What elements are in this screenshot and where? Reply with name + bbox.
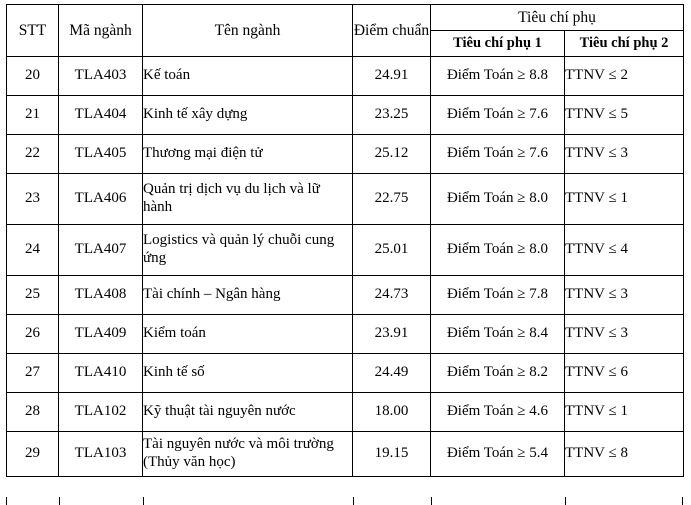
cell-ma-nganh: TLA409 <box>59 314 143 353</box>
column-header-tieu-chi-phu-1: Tiêu chí phụ 1 <box>431 31 565 56</box>
cell-ten-nganh: Kiểm toán <box>143 314 353 353</box>
cell-stt: 28 <box>7 392 59 431</box>
table-row <box>7 224 684 275</box>
cell-tieu-chi-phu-1: Điểm Toán ≥ 5.4 <box>431 431 565 476</box>
cell-diem-chuan: 24.91 <box>353 56 431 95</box>
cell-ten-nganh: Quản trị dịch vụ du lịch và lữ hành <box>143 173 353 224</box>
cell-tieu-chi-phu-2: TTNV ≤ 6 <box>565 353 684 392</box>
cell-ten-nganh: Logistics và quản lý chuỗi cung ứng <box>143 224 353 275</box>
table-row <box>7 95 684 134</box>
column-header-ma-nganh: Mã ngành <box>59 5 143 57</box>
table-row <box>7 56 684 95</box>
cell-tieu-chi-phu-2: TTNV ≤ 5 <box>565 95 684 134</box>
cell-stt: 29 <box>7 431 59 476</box>
table-row <box>7 431 684 476</box>
table-continuation-stub <box>6 497 683 505</box>
cell-diem-chuan: 25.12 <box>353 134 431 173</box>
cell-stt: 27 <box>7 353 59 392</box>
cell-stt: 24 <box>7 224 59 275</box>
admission-score-table <box>6 4 684 477</box>
cell-ma-nganh: TLA103 <box>59 431 143 476</box>
cell-tieu-chi-phu-2: TTNV ≤ 3 <box>565 275 684 314</box>
cell-ten-nganh: Tài nguyên nước và môi trường (Thủy văn học) <box>143 431 353 476</box>
cell-diem-chuan: 23.91 <box>353 314 431 353</box>
cell-ten-nganh: Kinh tế xây dựng <box>143 95 353 134</box>
cell-ma-nganh: TLA405 <box>59 134 143 173</box>
cell-stt: 21 <box>7 95 59 134</box>
cell-tieu-chi-phu-2: TTNV ≤ 1 <box>565 173 684 224</box>
cell-ma-nganh: TLA403 <box>59 56 143 95</box>
table-row <box>7 353 684 392</box>
cell-stt: 23 <box>7 173 59 224</box>
table-header <box>7 5 684 57</box>
cell-tieu-chi-phu-1: Điểm Toán ≥ 7.6 <box>431 95 565 134</box>
cell-diem-chuan: 18.00 <box>353 392 431 431</box>
cell-tieu-chi-phu-1: Điểm Toán ≥ 8.8 <box>431 56 565 95</box>
column-header-tieu-chi-phu: Tiêu chí phụ <box>431 5 684 31</box>
table-row <box>7 173 684 224</box>
document-page <box>0 4 691 505</box>
cell-diem-chuan: 22.75 <box>353 173 431 224</box>
cell-stt: 26 <box>7 314 59 353</box>
header-row-1 <box>7 5 684 31</box>
cell-diem-chuan: 25.01 <box>353 224 431 275</box>
cell-stt: 22 <box>7 134 59 173</box>
cell-ma-nganh: TLA408 <box>59 275 143 314</box>
table-row <box>7 134 684 173</box>
column-header-tieu-chi-phu-2: Tiêu chí phụ 2 <box>565 31 684 56</box>
cell-diem-chuan: 19.15 <box>353 431 431 476</box>
cell-tieu-chi-phu-2: TTNV ≤ 8 <box>565 431 684 476</box>
column-header-ten-nganh: Tên ngành <box>143 5 353 57</box>
cell-tieu-chi-phu-1: Điểm Toán ≥ 8.4 <box>431 314 565 353</box>
cell-tieu-chi-phu-1: Điểm Toán ≥ 8.0 <box>431 173 565 224</box>
cell-tieu-chi-phu-2: TTNV ≤ 3 <box>565 134 684 173</box>
cell-ma-nganh: TLA410 <box>59 353 143 392</box>
table-row <box>7 275 684 314</box>
cell-tieu-chi-phu-2: TTNV ≤ 4 <box>565 224 684 275</box>
cell-diem-chuan: 23.25 <box>353 95 431 134</box>
cell-diem-chuan: 24.49 <box>353 353 431 392</box>
cell-tieu-chi-phu-1: Điểm Toán ≥ 4.6 <box>431 392 565 431</box>
cell-ma-nganh: TLA406 <box>59 173 143 224</box>
cell-tieu-chi-phu-1: Điểm Toán ≥ 8.2 <box>431 353 565 392</box>
cell-stt: 25 <box>7 275 59 314</box>
table-row <box>7 314 684 353</box>
table-body <box>7 56 684 476</box>
cell-diem-chuan: 24.73 <box>353 275 431 314</box>
column-header-stt: STT <box>7 5 59 57</box>
cell-tieu-chi-phu-1: Điểm Toán ≥ 8.0 <box>431 224 565 275</box>
cell-ten-nganh: Kinh tế số <box>143 353 353 392</box>
cell-tieu-chi-phu-1: Điểm Toán ≥ 7.6 <box>431 134 565 173</box>
cell-ma-nganh: TLA102 <box>59 392 143 431</box>
cell-stt: 20 <box>7 56 59 95</box>
cell-ma-nganh: TLA407 <box>59 224 143 275</box>
table-row <box>7 392 684 431</box>
cell-ten-nganh: Tài chính – Ngân hàng <box>143 275 353 314</box>
cell-ten-nganh: Kế toán <box>143 56 353 95</box>
cell-tieu-chi-phu-2: TTNV ≤ 2 <box>565 56 684 95</box>
cell-ma-nganh: TLA404 <box>59 95 143 134</box>
cell-tieu-chi-phu-1: Điểm Toán ≥ 7.8 <box>431 275 565 314</box>
cell-tieu-chi-phu-2: TTNV ≤ 1 <box>565 392 684 431</box>
cell-tieu-chi-phu-2: TTNV ≤ 3 <box>565 314 684 353</box>
cell-ten-nganh: Kỹ thuật tài nguyên nước <box>143 392 353 431</box>
column-header-diem-chuan: Điểm chuẩn <box>353 5 431 57</box>
cell-ten-nganh: Thương mại điện tử <box>143 134 353 173</box>
